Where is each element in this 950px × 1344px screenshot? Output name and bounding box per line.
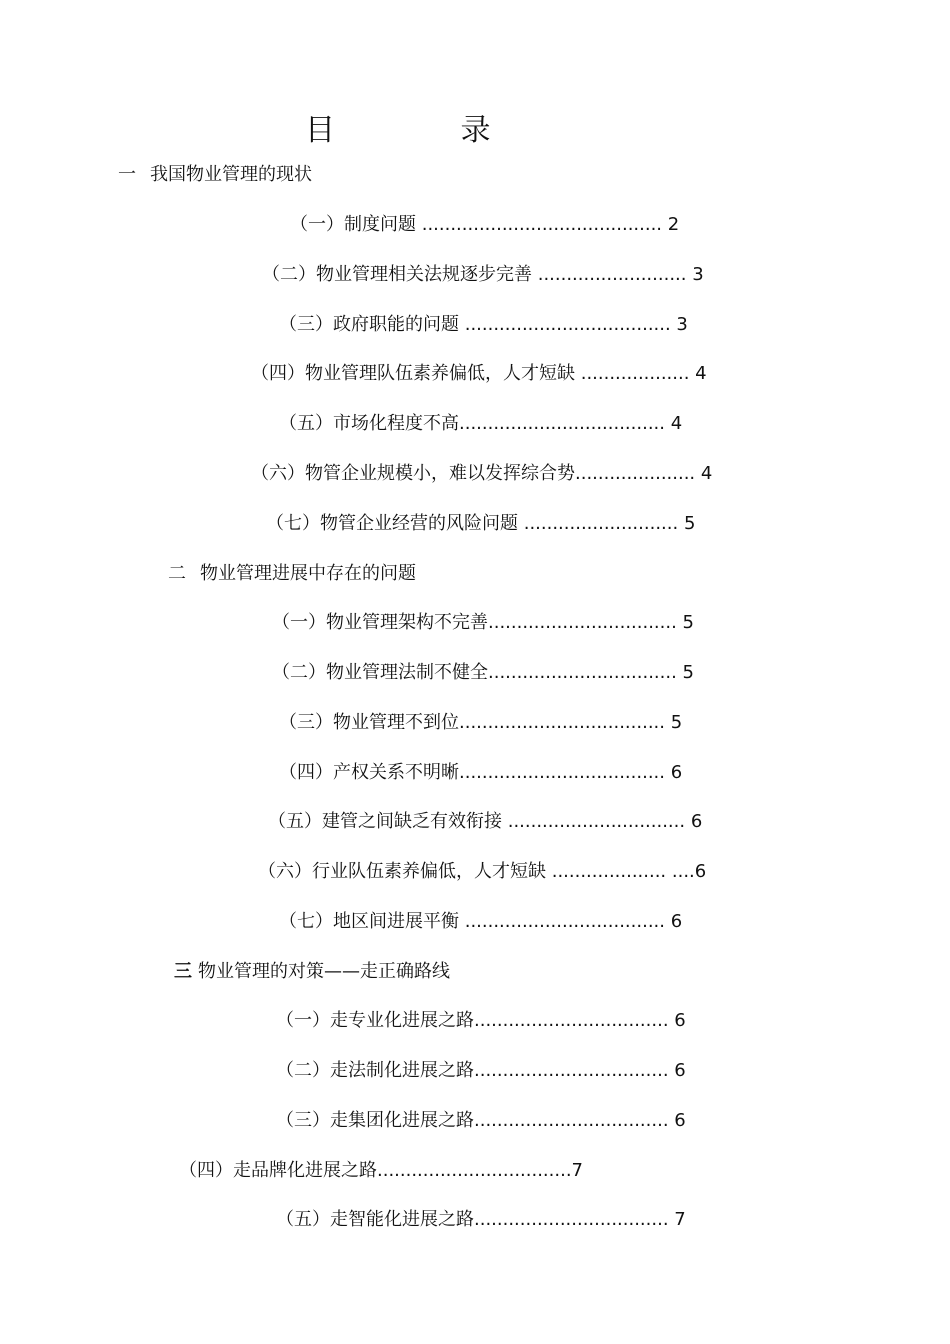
entry-page-number: 6	[694, 861, 707, 882]
dot-leader: ...........................	[518, 513, 679, 534]
entry-number: （六）	[251, 463, 305, 484]
section-number: 三	[174, 961, 192, 982]
entry-number: （七）	[266, 513, 320, 534]
entry-number: （五）	[268, 811, 322, 832]
toc-section-heading[interactable]	[174, 960, 450, 984]
dot-leader: ..........................................	[416, 214, 663, 235]
dot-leader: ....................................	[459, 314, 671, 335]
entry-title: 走法制化进展之路	[330, 1060, 474, 1081]
entry-page-number: 5	[664, 712, 683, 733]
entry-page-number: 3	[686, 264, 704, 285]
entry-title: 政府职能的问题	[333, 314, 459, 335]
entry-title: 市场化程度不高	[333, 413, 459, 434]
entry-number: （四）	[251, 363, 305, 384]
section-number: 一	[118, 164, 136, 185]
entry-page-number: 6	[664, 911, 683, 932]
entry-title: 物业管理法制不健全	[326, 662, 488, 683]
toc-entry[interactable]	[179, 1159, 583, 1183]
entry-number: （二）	[276, 1060, 330, 1081]
toc-entry[interactable]	[272, 611, 694, 635]
dot-leader: .................................	[488, 612, 677, 633]
dot-leader: .....................	[575, 463, 696, 484]
toc-entry[interactable]	[276, 1059, 686, 1083]
dot-leader: .................... ....	[546, 861, 695, 882]
entry-page-number: 5	[678, 513, 696, 534]
entry-page-number: 4	[664, 413, 683, 434]
dot-leader: ..................................	[377, 1160, 572, 1181]
entry-number: （二）	[262, 264, 316, 285]
entry-title: 建管之间缺乏有效衔接	[322, 811, 502, 832]
toc-entry[interactable]	[258, 860, 706, 884]
entry-page-number: 6	[664, 762, 683, 783]
dot-leader: ....................................	[459, 712, 665, 733]
toc-entry[interactable]	[276, 1208, 686, 1232]
toc-entry[interactable]	[276, 1109, 686, 1133]
dot-leader: ....................................	[459, 762, 665, 783]
entry-title: 地区间进展平衡	[333, 911, 459, 932]
entry-title: 物管企业规模小，难以发挥综合势	[305, 463, 575, 484]
entry-title: 走集团化进展之路	[330, 1110, 474, 1131]
entry-number: （三）	[279, 712, 333, 733]
toc-entry[interactable]	[279, 910, 682, 934]
toc-entry[interactable]	[272, 661, 694, 685]
entry-page-number: 3	[670, 314, 688, 335]
dot-leader: ..........................	[532, 264, 687, 285]
entry-number: （一）	[272, 612, 326, 633]
entry-page-number: 7	[668, 1209, 686, 1230]
entry-title: 走智能化进展之路	[330, 1209, 474, 1230]
entry-page-number: 6	[668, 1010, 686, 1031]
entry-page-number: 5	[676, 662, 695, 683]
entry-number: （六）	[258, 861, 312, 882]
entry-title: 走专业化进展之路	[330, 1010, 474, 1031]
entry-title: 产权关系不明晰	[333, 762, 459, 783]
entry-title: 物业管理相关法规逐步完善	[316, 264, 532, 285]
entry-title: 物业管理不到位	[333, 712, 459, 733]
dot-leader: ..................................	[474, 1010, 669, 1031]
entry-number: （一）	[290, 214, 344, 235]
entry-number: （三）	[279, 314, 333, 335]
entry-page-number: 7	[571, 1160, 583, 1181]
toc-entry[interactable]	[268, 810, 702, 834]
toc-section-heading[interactable]	[118, 163, 312, 187]
toc-entry[interactable]	[279, 412, 682, 436]
entry-title: 物管企业经营的风险问题	[320, 513, 518, 534]
entry-number: （五）	[276, 1209, 330, 1230]
entry-page-number: 6	[668, 1060, 686, 1081]
entry-number: （五）	[279, 413, 333, 434]
dot-leader: ..................................	[474, 1209, 669, 1230]
entry-page-number: 6	[685, 811, 703, 832]
entry-title: 制度问题	[344, 214, 416, 235]
toc-entry[interactable]	[279, 711, 682, 735]
dot-leader: ..................................	[474, 1060, 669, 1081]
toc-entry[interactable]	[279, 761, 682, 785]
dot-leader: ...................	[575, 363, 690, 384]
section-title: 物业管理的对策——走正确路线	[198, 961, 450, 982]
entry-number: （一）	[276, 1010, 330, 1031]
entry-title: 行业队伍素养偏低，人才短缺	[312, 861, 546, 882]
page-title: 目 录	[305, 113, 549, 148]
dot-leader: ....................................	[459, 413, 665, 434]
entry-title: 物业管理队伍素养偏低，人才短缺	[305, 363, 575, 384]
entry-number: （四）	[279, 762, 333, 783]
toc-section-heading[interactable]	[168, 562, 416, 586]
entry-number: （三）	[276, 1110, 330, 1131]
entry-page-number: 2	[662, 214, 680, 235]
section-title: 物业管理进展中存在的问题	[200, 563, 416, 584]
section-number: 二	[168, 563, 186, 584]
entry-title: 走品牌化进展之路	[233, 1160, 377, 1181]
toc-entry[interactable]	[276, 1009, 686, 1033]
entry-page-number: 5	[676, 612, 695, 633]
dot-leader: ..................................	[474, 1110, 669, 1131]
toc-entry[interactable]	[251, 362, 707, 386]
section-title: 我国物业管理的现状	[150, 164, 312, 185]
entry-title: 物业管理架构不完善	[326, 612, 488, 633]
toc-entry[interactable]	[266, 512, 695, 536]
dot-leader: ...................................	[459, 911, 665, 932]
toc-entry[interactable]	[251, 462, 712, 486]
toc-entry[interactable]	[279, 313, 688, 337]
toc-entry[interactable]	[262, 263, 704, 287]
dot-leader: .................................	[488, 662, 677, 683]
entry-page-number: 4	[689, 363, 707, 384]
entry-number: （七）	[279, 911, 333, 932]
entry-number: （四）	[179, 1160, 233, 1181]
entry-page-number: 4	[695, 463, 713, 484]
entry-page-number: 6	[668, 1110, 686, 1131]
toc-entry[interactable]	[290, 213, 679, 237]
entry-number: （二）	[272, 662, 326, 683]
dot-leader: ...............................	[502, 811, 686, 832]
